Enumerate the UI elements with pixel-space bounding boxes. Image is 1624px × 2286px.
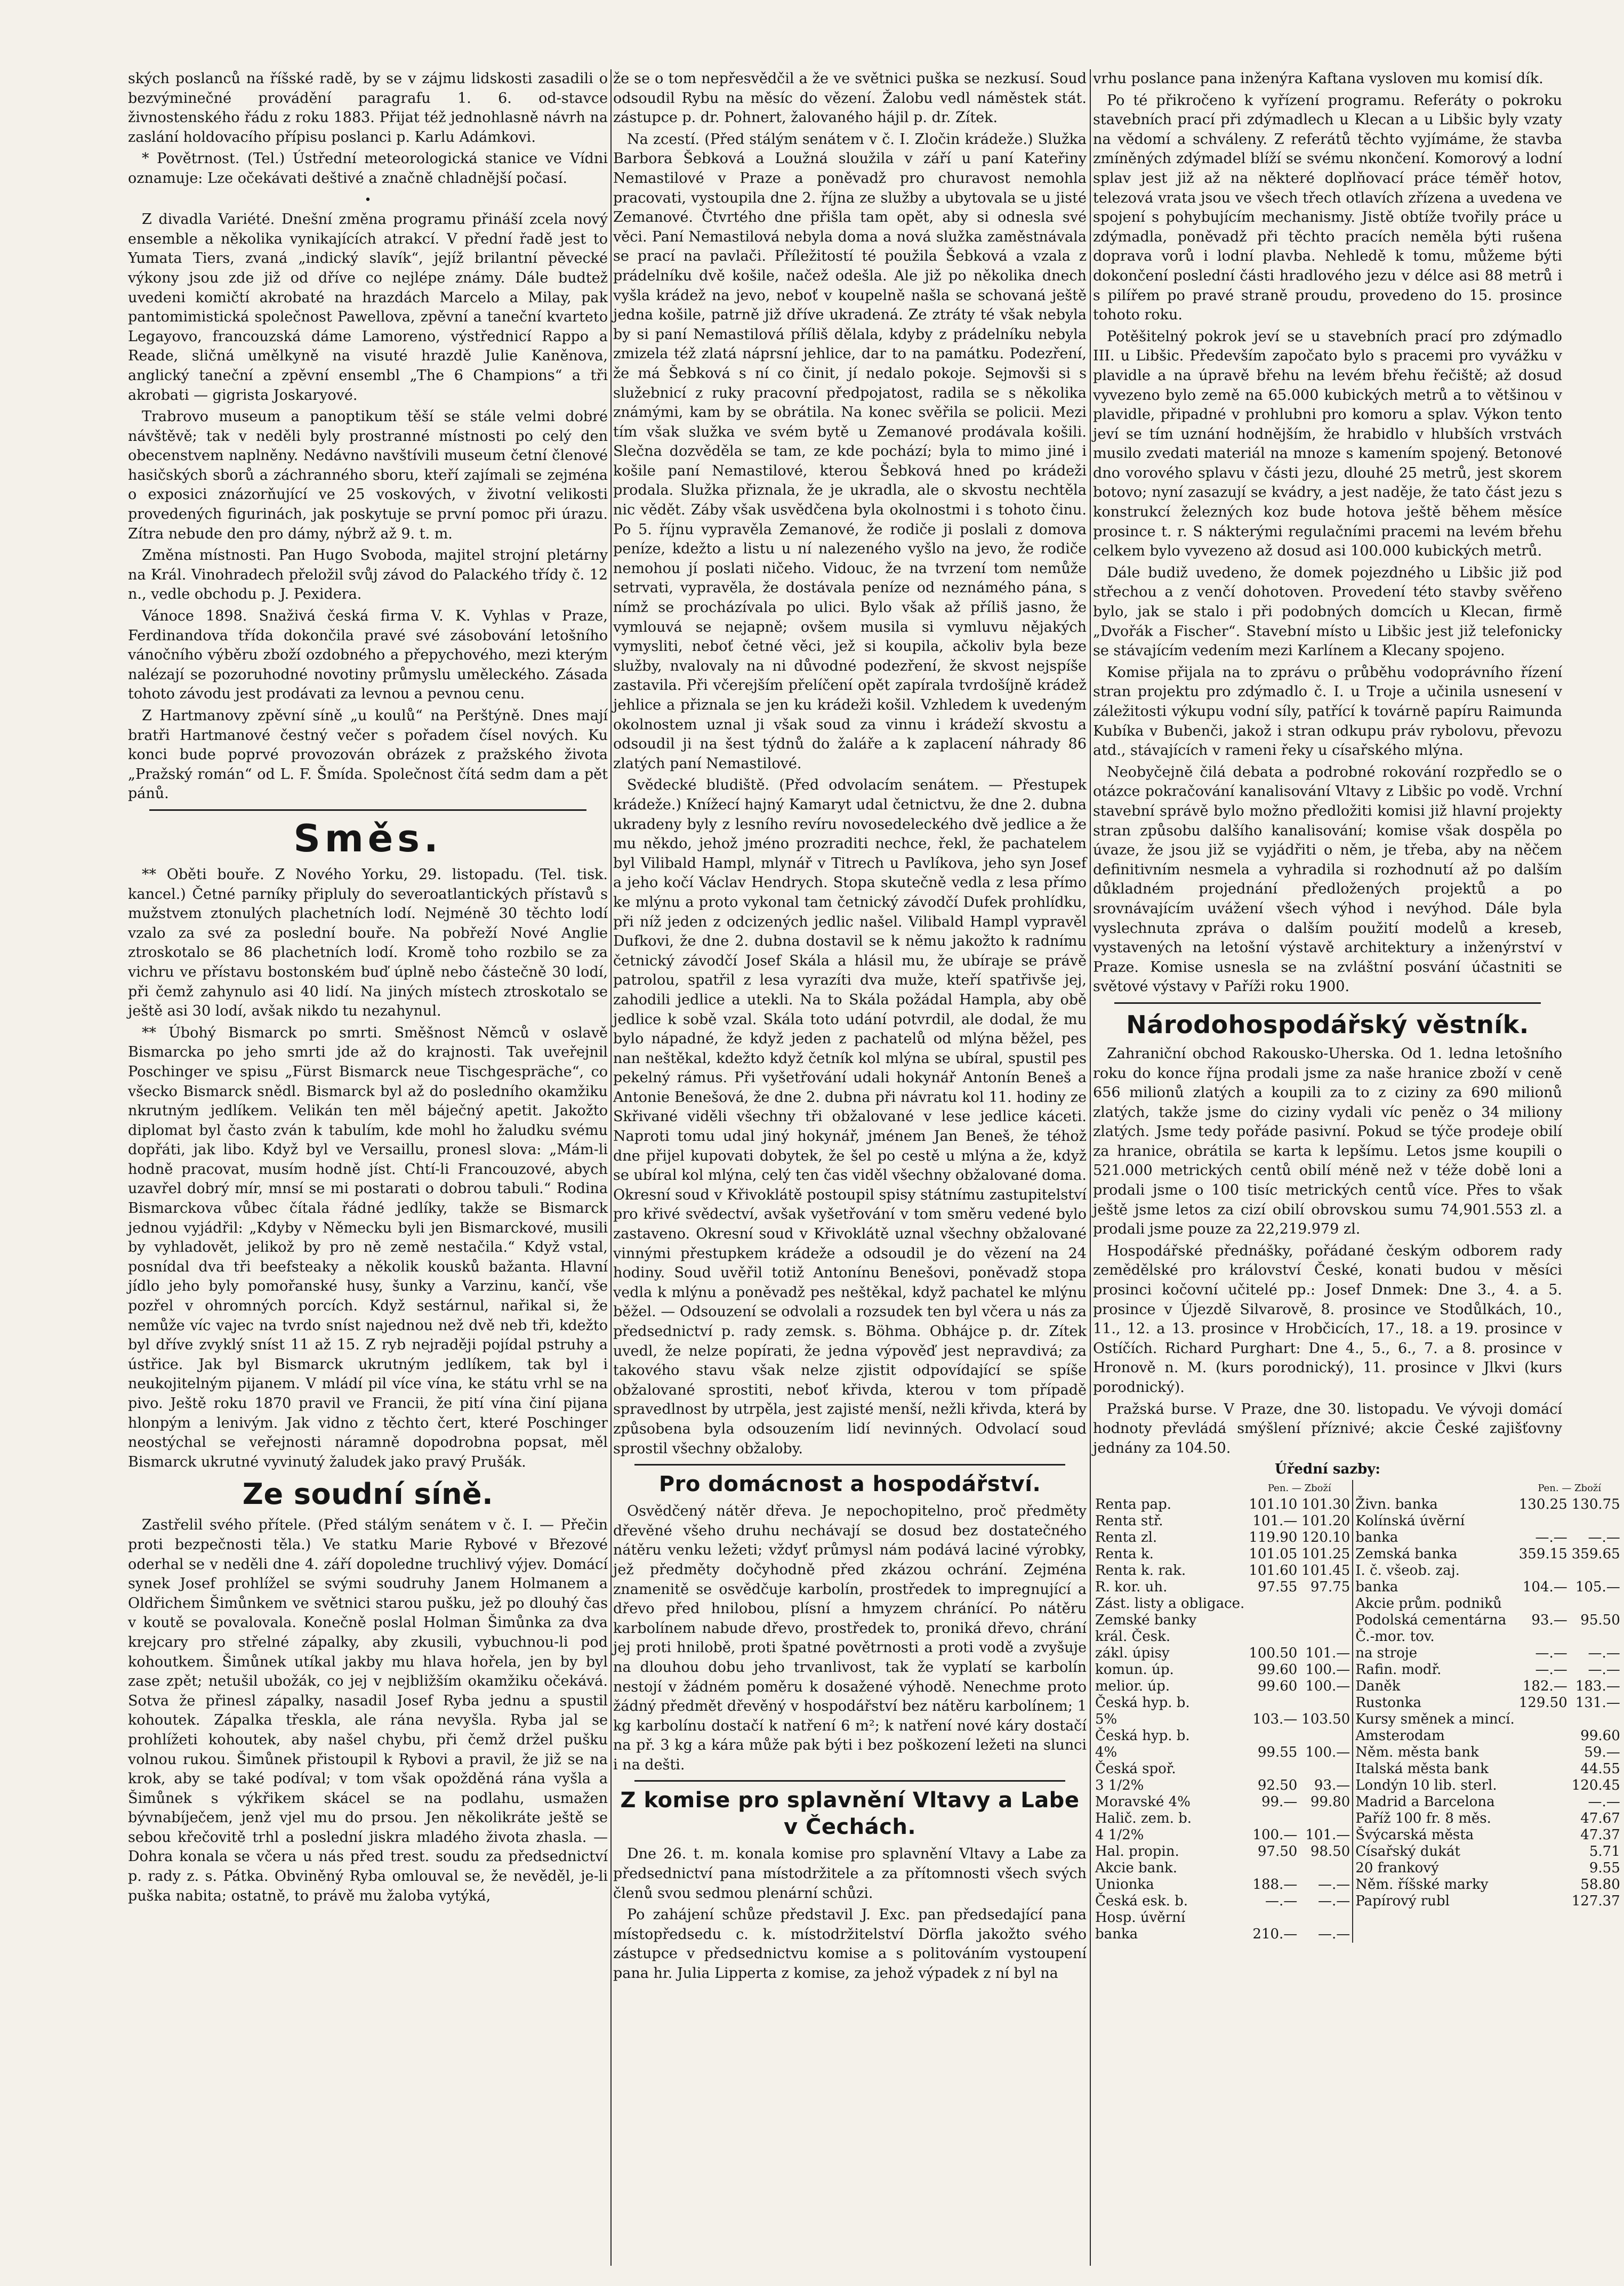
bourse-cell: 210.—	[1252, 1926, 1298, 1943]
bourse-cell: 359.65	[1571, 1546, 1620, 1563]
bourse-cell	[1299, 1629, 1353, 1645]
bourse-cell: Papírový rubl	[1353, 1893, 1516, 1910]
museum-notice: Trabrovo museum a panoptikum těší se stále velmi dobré návštěvě; tak v neděli byly prostranné místnosti po celý den obecenstvem naplněny. Nedávno navštívili museum četní členové hasičských sborů a záchranného sboru, kteří zajímali se zejména o exposici znázorňující ve 25 voskových, v životní velikosti provedených figurinách, jak poskytuje se první pomoc při úrazu. Zítra nebude den pro dámy, nýbrž až 9. t. m.	[128, 408, 608, 542]
bourse-cell: zákl. úpisy	[1095, 1645, 1170, 1662]
bourse-cell: 119.90	[1249, 1530, 1298, 1546]
commission-paragraph: Dále budiž uvedeno, že domek pojezdného u Libšic již pod střechou a z venčí dohotoven. Provedení této stavby svěřeno bylo, jak se stalo i při podobných domcích u Klecan, firmě „Dvořák a Fischer“. Stavební místo u Libšic jest již telefonicky se stávajícím vedením mezi Karlínem a Klecany spojeno.	[1093, 564, 1562, 659]
bourse-cell: 47.67	[1580, 1810, 1620, 1827]
bourse-cell	[1570, 1711, 1622, 1728]
household-article: Osvědčený nátěr dřeva. Je nepochopitelno, proč předměty dřevěné všeho druhu nechávají se dosud bez dostatečného nátěru venku ležeti; vždyť průmysl nám podává laciné výrobky, jež předměty dočyhodně před zkázou ochrání. Zejména znamenitě se osvědčuje karbolín, prostředek to impregnující a dřevo před hnilobou, plísní a hmyzem chránící. Po nátěru karbolínem nabude dřevo, prostředek to, proniká dřevo, chrání jej proti hnilobě, proti špatné povětrnosti a proti vodě a zvyšuje na dlouhou dobu jeho trvanlivost, tak že vyplatí se karbolín nestojí v žádném poměru k dosažené výhodě. Nenechme proto žádný předmět dřevěný v hospodářství bez nátěru karbolínem; 1 kg karbolínu dostačí k natření 6 m²; k natření nové káry dostačí na př. 3 kg a kára může pak býti i bez poškození ležeti na slunci i na dešti.	[613, 1503, 1087, 1773]
bourse-table	[1093, 1480, 1622, 1943]
bourse-cell: 93.—	[1531, 1612, 1567, 1629]
bourse-cell: 101.—	[1252, 1513, 1298, 1530]
commission-paragraph: Po té přikročeno k vyřízení programu. Referáty o pokroku stavebních prací při zdýmadlech u Klecan a u Libšic byly vzaty na vědomí a schváleny. Z referátů těchto vyjímáme, že stavba zmíněných zdýmadel blíží se svému nkončení. Komorový a lodní splav jest již až na některé doplňovací práce téměř hotov, telezová vrata jsou ve všech třech otlavích zřízena a uvedena ve spojení s pohybujícím mechanismy. Jistě obtíže tvořily práce u zdýmadla, poněvadž při těchto pracích neměla býti rušena doprava vorů i lodní plavba. Nehledě k tomu, můžeme býti dokončení poslední části hradlového jezu v délce asi 88 metrů i s pilířem po pravé straně proudu, provedeno do 15. prosince tohoto roku.	[1093, 92, 1562, 324]
bourse-cell: 9.55	[1589, 1860, 1620, 1877]
bourse-cell: I. č. všeob. zaj.	[1353, 1563, 1516, 1579]
bourse-cell: 97.50	[1257, 1844, 1298, 1860]
bourse-cell	[1517, 1910, 1570, 1926]
trade-article: Zahraniční obchod Rakousko-Uherska. Od 1. ledna letošního roku do konce října prodali jsme za naše hranice zboží v ceně 656 milionů zlatých a koupili za to z ciziny za 690 milionů zlatých, takže jsme do ciziny vydali víc peněz o 34 miliony zlatých. Jsme tedy pořáde pasivní. Pokud se týče prodeje obilí za hranice, obrátila se karta k lepšímu. Letos jsme koupili o 521.000 metrických centů obilí méně než v téže době loni a prodali jsme o 100 tisíc metrických centů více. Přes to však ještě jsme letos za cizí obilí obrovskou sumu 74,901.553 zl. a prodali jsme pouze za 22,219.979 zl.	[1093, 1045, 1562, 1238]
bourse-cell: 127.37	[1571, 1893, 1620, 1910]
bourse-cell: 44.55	[1580, 1761, 1620, 1777]
section-heading-smes: Směs.	[293, 816, 443, 860]
bourse-cell: 183.—	[1575, 1678, 1620, 1695]
bourse-cell: 131.—	[1575, 1695, 1620, 1711]
bourse-row	[1093, 1744, 1622, 1761]
bourse-cell: Česká hyp. b.	[1095, 1695, 1190, 1711]
bourse-cell: 103.50	[1301, 1711, 1350, 1728]
bourse-cell: Amsterodam	[1353, 1728, 1516, 1744]
bourse-cell: 120.10	[1301, 1530, 1350, 1546]
weather-notice: * Povětrnost. (Tel.) Ústřední meteorologická stanice ve Vídni oznamuje: Lze očekávati deštivé a značně chladnější počasí.	[128, 150, 608, 187]
bourse-cell: 101.45	[1301, 1563, 1350, 1579]
bourse-cell: Madrid a Barcelona	[1353, 1794, 1516, 1810]
bourse-cell: Renta pap.	[1095, 1496, 1171, 1513]
bourse-cell	[1517, 1596, 1570, 1612]
bourse-cell: 101.—	[1305, 1827, 1350, 1844]
bourse-row	[1093, 1761, 1622, 1777]
bourse-cell	[1299, 1761, 1353, 1777]
bourse-cell: 100.50	[1249, 1645, 1298, 1662]
bourse-cell: 103.—	[1252, 1711, 1298, 1728]
bourse-cell	[1570, 1926, 1622, 1943]
bourse-cell: —.—	[1265, 1893, 1298, 1910]
bourse-cell	[1517, 1563, 1570, 1579]
bourse-cell: 97.55	[1257, 1579, 1298, 1596]
bourse-cell: Renta k.	[1095, 1546, 1154, 1563]
bourse-cell: —.—	[1318, 1926, 1350, 1943]
bourse-cell: 100.—	[1305, 1678, 1350, 1695]
bourse-cell	[1517, 1777, 1570, 1794]
bourse-row	[1093, 1877, 1622, 1893]
column-2	[613, 69, 1087, 2266]
commission-paragraph: Dne 26. t. m. konala komise pro splavnění Vltavy a Labe za předsednictví pana místodržitele a za přítomnosti všech svých členů svou sedmou plenární schůzi.	[613, 1846, 1087, 1902]
bourse-cell: Č.-mor. tov.	[1353, 1629, 1516, 1645]
bourse-cell	[1517, 1744, 1570, 1761]
bourse-row	[1093, 1910, 1622, 1926]
bourse-cell	[1517, 1893, 1570, 1910]
section-divider	[634, 1780, 1065, 1782]
bourse-cell: 182.—	[1522, 1678, 1567, 1695]
bourse-cell	[1247, 1810, 1299, 1827]
bourse-cell: 95.50	[1580, 1612, 1620, 1629]
bourse-row	[1093, 1513, 1622, 1530]
bourse-cell: —.—	[1535, 1645, 1567, 1662]
bourse-row	[1093, 1794, 1622, 1810]
bourse-row	[1093, 1678, 1622, 1695]
bourse-cell: Rafin. modř.	[1353, 1662, 1516, 1678]
bourse-cell: 101.25	[1301, 1546, 1350, 1563]
bourse-cell: Unionka	[1095, 1877, 1154, 1893]
bourse-cell: Hosp. úvěrní	[1095, 1910, 1186, 1926]
bourse-row	[1093, 1728, 1622, 1744]
bourse-cell	[1353, 1910, 1516, 1926]
bourse-cell: 130.25	[1518, 1496, 1567, 1513]
bourse-cell: Akcie bank.	[1095, 1860, 1177, 1877]
lectures-article: Hospodářské přednášky, pořádané českým odborem rady zemědělské pro království České, konati budou v měsíci prosinci kočovní učitelé pp.: Josef Dnmek: Dne 3., 4. a 5. prosince v Újezdě Silvarově, 8. prosince ve Stodůlkách, 10., 11., 12. a 13. prosince v Hrobčicích, 17., 18. a 19. prosince v Ostíčích. Richard Purghart: Dne 4., 5., 6., 7. a 8. prosince v Hronově n. M. (kurs porodnický), 11. prosince v Jlkvi (kurs porodnický).	[1093, 1242, 1562, 1396]
bourse-cell: 4%	[1095, 1744, 1117, 1761]
commission-paragraph: Po zahájení schůze představil J. Exc. pan předsedající pana místopředsedu c. k. místodržitelství Dörfla jakožto svého zástupce v předsednictvu komise a s politováním vystoupení pana hr. Julia Lipperta z komise, za jehož výpadek z ní byl na	[613, 1906, 1087, 1982]
bourse-cell	[1299, 1596, 1353, 1612]
bourse-cell: Kursy směnek a mincí.	[1353, 1711, 1516, 1728]
court-article: Zastřelil svého přítele. (Před stálým senátem v č. I. — Přečin proti bezpečnosti těla.) Ve statku Marie Rybové v Březové oderhal se v neděli dne 4. září dopoledne truchlivý výjev. Domácí synek Josef prohlížel se svými soudruhy Janem Holmanem a Oldřichem Šimůnkem ve světnici starou pušku, jež po dlouhý čas v koutě se povalovala. Konečně poslal Holman Šimůnka za dva krejcary pro střelné zápalky, aby zkusili, vybuchnou-li pod kohoutkem. Šimůnek utíkal jakby mu hlava hořela, jen by byl zase zpět; netušil ubožák, co jej v nejbližším okamžiku očekává. Sotva že přinesl zápalky, nasadil Josef Ryba jednu a spustil kohoutek. Zápalka třeskla, ale rána nevyšla. Ryba jal se prohlížeti kohoutek, aby našel chybu, při čemž držel pušku volnou rukou. Šimůnek přistoupil k Rybovi a pravil, že již se na krok, aby se také podíval; v tom však opožděná rána vyšla a Šimůnek s výkřikem skácel se na podlahu, usmažen bývnabíječem, jenž vjel mu do prsou. Jen několikráte ještě se sebou křečovitě trhl a poslední jiskra mladého života zhasla. — Dohra konala se včera u nás před trest. soudu za předsednictví p. rady z. s. Pátka. Obviněný Ryba omlouval se, že nevěděl, je-li puška nabita; ostatně, to právě mu žaloba vytýká,	[128, 1517, 608, 1904]
article-paragraph: vrhu poslance pana inženýra Kaftana vysloven mu komisí dík.	[1093, 70, 1543, 87]
bourse-cell: 59.—	[1584, 1744, 1620, 1761]
bourse-cell: Hal. propin.	[1095, 1844, 1179, 1860]
bourse-cell	[1517, 1761, 1570, 1777]
section-heading-court: Ze soudní síně.	[242, 1477, 494, 1511]
christmas-notice: Vánoce 1898. Snaživá česká firma V. K. Vyhlas v Praze, Ferdinandova třída dokončila pravé své zásobování letošního vánočního výběru zboží ozdobného a přepychového, mezi kterým nalézají se pozoruhodné novotiny průmyslu uměleckého. Zásada tohoto závodu jest prodávati za levnou a pevnou cenu.	[128, 608, 608, 703]
bourse-cell: Česká esk. b.	[1095, 1893, 1188, 1910]
bourse-cell: Něm. říšské marky	[1353, 1877, 1516, 1893]
bourse-row	[1093, 1711, 1622, 1728]
bourse-cell: 100.—	[1305, 1744, 1350, 1761]
bourse-cell: 99.—	[1261, 1794, 1298, 1810]
bourse-cell: Něm. města bank	[1353, 1744, 1516, 1761]
bourse-cell: 120.45	[1571, 1777, 1620, 1794]
bourse-cell	[1353, 1926, 1516, 1943]
bourse-cell: Císařský dukát	[1353, 1844, 1516, 1860]
bourse-cell: Podolská cementárna	[1353, 1612, 1516, 1629]
bourse-cell	[1570, 1629, 1622, 1645]
section-heading-economy: Národohospodářský věstník.	[1126, 1010, 1529, 1039]
bourse-cell: 99.80	[1310, 1794, 1350, 1810]
bourse-cell	[1247, 1910, 1299, 1926]
bourse-cell: 4 1/2%	[1095, 1827, 1144, 1844]
bourse-cell: 101.60	[1249, 1563, 1298, 1579]
bourse-cell: 99.60	[1257, 1678, 1298, 1695]
column-3	[1093, 69, 1620, 2266]
bourse-cell	[1517, 1728, 1570, 1744]
bourse-cell	[1247, 1695, 1299, 1711]
bourse-cell: 101.30	[1301, 1496, 1350, 1513]
bourse-cell: R. kor. uh.	[1095, 1579, 1168, 1596]
bourse-cell	[1247, 1860, 1299, 1877]
relocation-notice: Změna místnosti. Pan Hugo Svoboda, majitel strojní pletárny na Král. Vinohradech přeložil svůj závod do Palackého třídy č. 12 n., vedle obchodu p. J. Pexidera.	[128, 547, 608, 603]
bourse-cell	[1517, 1711, 1570, 1728]
section-divider	[1114, 1002, 1541, 1004]
bourse-cell	[1517, 1926, 1570, 1943]
section-divider	[149, 809, 586, 811]
bourse-cell: Halič. zem. b.	[1095, 1810, 1192, 1827]
bourse-cell: —.—	[1588, 1794, 1620, 1810]
bourse-cell: 92.50	[1257, 1777, 1298, 1794]
variete-notice: Z divadla Variété. Dnešní změna programu přináší zcela nový ensemble a několika vynikajících atrakcí. V přední řadě jest to Yumata Tiers, zvaná „indický slavík“, jejíž brilantní pěvecké výkony jsou zde již od dříve co nejlépe známy. Dále budtež uvedeni komičtí akrobaté na hrazdách Marcelo a Milay, pak pantomimistická společnost Pawellova, zpěvní a taneční kvarteto Legayovo, francouzská dáme Lamoreno, výstřednicí Rappo a Reade, sličná umělkyně na visuté hrazdě Julie Kaněnova, anglický taneční a zpěvní ensembl „The 6 Champions“ a tři akrobati — gigrista Joskaryové.	[128, 211, 608, 404]
bourse-cell: 101.05	[1249, 1546, 1298, 1563]
bourse-cell: 97.75	[1310, 1579, 1350, 1596]
bourse-cell	[1517, 1810, 1570, 1827]
bourse-row	[1093, 1844, 1622, 1860]
bourse-cell: 359.15	[1518, 1546, 1567, 1563]
column-1	[128, 69, 608, 2266]
bourse-cell: banka	[1353, 1579, 1516, 1596]
bourse-cell: 129.50	[1518, 1695, 1567, 1711]
bourse-cell	[1570, 1596, 1622, 1612]
bourse-cell	[1517, 1860, 1570, 1877]
bourse-cell: 100.—	[1252, 1827, 1298, 1844]
bourse-cell	[1570, 1513, 1622, 1530]
bourse-cell: —.—	[1588, 1662, 1620, 1678]
bourse-cell: —.—	[1535, 1662, 1567, 1678]
bourse-cell: 100.—	[1305, 1662, 1350, 1678]
bourse-cell	[1517, 1877, 1570, 1893]
bourse-cell	[1247, 1596, 1299, 1612]
bourse-row	[1093, 1496, 1622, 1513]
hartman-notice: Z Hartmanovy zpěvní síně „u koulů“ na Perštýně. Dnes mají bratři Hartmanové čestný večer s pořadem čísel nových. Ku konci bude poprvé provozován obrázek z pražského života „Pražský román“ od L. F. Šmída. Společnost čítá sedm dam a pět pánů.	[128, 707, 608, 802]
bourse-cell	[1299, 1810, 1353, 1827]
bourse-cell: 5%	[1095, 1711, 1117, 1728]
bourse-cell	[1247, 1728, 1299, 1744]
bourse-cell	[1570, 1563, 1622, 1579]
column-rule	[610, 69, 612, 2266]
bourse-table-block	[1093, 1461, 1620, 1943]
bourse-cell: 99.60	[1580, 1728, 1620, 1744]
bourse-cell: Paříž 100 fr. 8 měs.	[1353, 1810, 1516, 1827]
bourse-cell	[1517, 1827, 1570, 1844]
bourse-row	[1093, 1530, 1622, 1546]
bourse-cell	[1247, 1612, 1299, 1629]
bourse-cell	[1299, 1695, 1353, 1711]
storm-article: ** Oběti bouře. Z Nového Yorku, 29. listopadu. (Tel. tisk. kancel.) Četné parníky připluly do severoatlantických přístavů s mužstvem ztonulých plachetních lodí. Nejméně 30 těchto lodí vzalo za své za poslední bouře. Na pobřeží Nové Anglie ztroskotalo se 86 plachetních lodí. Kromě toho rozbilo se za vichru ve přístavu bostonském buď úplně nebo částečně 30 lodí, při čemž zahynulo asi 40 lidí. Na jiných místech ztroskotalo se ještě asi 30 lodí, avšak nikdo tu nezahynul.	[128, 866, 608, 1020]
bourse-cell: 99.60	[1257, 1662, 1298, 1678]
bourse-header: Pen. — Zboží	[1267, 1483, 1331, 1494]
bourse-cell: —.—	[1318, 1893, 1350, 1910]
bourse-cell: 105.—	[1575, 1579, 1620, 1596]
divider-dot: •	[364, 193, 372, 207]
bourse-cell: Zást. listy a obligace.	[1095, 1596, 1245, 1612]
bourse-cell: Moravské 4%	[1095, 1794, 1191, 1810]
bourse-cell: Renta stř.	[1095, 1513, 1163, 1530]
bourse-row	[1093, 1645, 1622, 1662]
bourse-cell: 5.71	[1589, 1844, 1620, 1860]
bourse-cell	[1247, 1761, 1299, 1777]
bourse-row	[1093, 1860, 1622, 1877]
bismarck-article: ** Úbohý Bismarck po smrti. Směšnost Němců v oslavě Bismarcka po jeho smrti jde až do krajnosti. Tak uveřejnil Poschinger ve spisu „Fürst Bismarck neue Tischgespräche“, co všecko Bismarck snědl. Bismarck byl až do posledního okamžiku nkrutným jedlíkem. Velikán ten měl báječný apetit. Jakožto diplomat byl často zván k tabulím, kde mohl ho žaludku svému dopřáti, jak libo. Když byl ve Versaillu, pronesl slova: „Mám-li hodně pracovat, musím hodně jíst. Chtí-li Francouzové, abych uzavřel dobrý mír, mnsí se mi postarati o dobrou tabuli.“ Rodina Bismarckova vůbec čítala řádné jedlíky, takže se Bismarck jednou vyjádřil: „Kdyby v Německu byli jen Bismarckové, musili by vyhladovět, jelikož by pro ně země nestačila.“ Když vstal, posnídal dva tři beefsteaky a několik kousků bažanta. Hlavní jídlo jeho byly pomořanské husy, šunky a Varzinu, kančí, vše pozřel v ohromných porcích. Když sestárnul, nařikal si, že nemůže víc vajec na tvrdo sníst najednou než dvě neb tři, kdežto byl dříve zvyklý sníst 11 až 15. Z ryb nejraději pojídal pstruhy a ústřice. Jak byl Bismarck ukrutným jedlíkem, tak byl i neukojitelným pijanem. V mládí pil více vína, ke státu vrhl se na pivo. Ještě roku 1870 pravil ve Francii, že pití vína činí pijana hlonpým a lenivým. Jak vidno z těchto čert, které Poschinger neostýchal se veřejnosti náramně dopodrobna popsat, měl Bismarck ukrutné vyvinutý žaludek jako pravý Prušák.	[128, 1024, 608, 1470]
bourse-cell: 101.—	[1305, 1645, 1350, 1662]
bourse-cell: Česká hyp. b.	[1095, 1728, 1190, 1744]
bourse-cell: král. Česk.	[1095, 1629, 1171, 1645]
bourse-cell: Renta k. rak.	[1095, 1563, 1186, 1579]
bourse-cell	[1517, 1513, 1570, 1530]
bourse-cell	[1299, 1910, 1353, 1926]
bourse-cell	[1299, 1612, 1353, 1629]
bourse-cell: Akcie prům. podniků	[1353, 1596, 1516, 1612]
bourse-row	[1093, 1777, 1622, 1794]
bourse-cell: —.—	[1318, 1877, 1350, 1893]
bourse-row	[1093, 1926, 1622, 1943]
bourse-cell: na stroje	[1353, 1645, 1516, 1662]
bourse-row	[1093, 1662, 1622, 1678]
bourse-cell: 104.—	[1522, 1579, 1567, 1596]
bourse-cell: Renta zl.	[1095, 1530, 1157, 1546]
bourse-cell: Zemské banky	[1095, 1612, 1197, 1629]
bourse-cell: —.—	[1588, 1645, 1620, 1662]
bourse-cell: Česká spoř.	[1095, 1761, 1176, 1777]
commission-paragraph: Neobyčejně čilá debata a podrobné rokování rozpředlo se o otázce pokračování kanalisování Vltavy z Libšic po vodě. Vrchní stavební správě bylo možno předložiti komisi již hlavní projekty stran způsobu dalšího kanalisování; komise však dospěla po úvaze, že jsou již se vyjádřiti o něm, je třeba, aby na něčem definitivním nesmela a vyhradila si rozhodnutí až po dalším důkladném projednání předložených projektů a po srovnávajícím uvážení všech výhod i nevýhod. Dále byla vyslechnuta zpráva o dalším použití modelů a kreseb, vystavených na letošní výstavě architektury a inženýrství v Praze. Komise usnesla se na zvláštní posvání účastniti se světové výstavy v Paříži roku 1900.	[1093, 763, 1562, 995]
bourse-title: Úřední sazby:	[1274, 1461, 1381, 1478]
bourse-row	[1093, 1629, 1622, 1645]
theft-article: Na zcestí. (Před stálým senátem v č. I. Zločin krádeže.) Služka Barbora Šebková a Loužná sloužila v září u paní Kateřiny Nemastilové v Praze a poněvadž pro churavost nemohla pracovati, vystoupila dne 2. října ze služby a ubytovala se u jisté Zemanové. Čtvrtého dne přišla tam opět, aby si odnesla své věci. Paní Nemastilová nebyla doma a nová služka zaměstnávala se prací na pavlači. Příležitostí té použila Šebková a vzala z prádelníku dvě košile, načež odešla. Ale již po několika dnech vyšla krádež na jevo, neboť v koupelně našla se schovaná ještě jedna košile, patrně již dříve ukradená. Ze ztráty té však nebyla by si paní Nemastilová příliš dělala, kdyby z prádelníku nebyla zmizela též zlatá náprsní jehlice, dar to na památku. Podezření, že má Šebková s ní co činit, jí nedalo pokoje. Sejmovši si s služebnicí z ruky pracovní předpojatost, radila se s několika známými, kam by se obrátila. Na konec svěřila se policii. Mezi tím však služka ve svém bytě u Zemanové prodávala košili. Slečna dozvěděla se tam, ze kde pochází; byla to mimo jiné i košile paní Nemastilové, kterou Šebková hned po krádeži prodala. Služka přiznala, že je ukradla, ale o skvostu nechtěla nic vědět. Záby však usvědčena byla okolnostmi i s tohoto činu. Po 5. říjnu vypravěla Zemanové, že rodiče ji poslali z domova peníze, kdežto a listu u ní nalezeného vyšlo na jevo, že rodiče nemohou jí poslati ničeho. Vidouc, že na tvrzení tom nemůže setrvati, vypravěla, že dostávala peníze od neznámého pána, s nímž se procházívala po ulici. Bylo však až příliš jasno, že vymlouvá se nejapně; ovšem musila si vymluvu nějakých vymysliti, neboť četné věci, jež si koupila, ačkoliv byla beze služby, nvalovaly na ni důvodné podezření, že skvost nejspíše zastavila. Při včerejším přelíčení opět zapírala tvrdošíjně krádež jehlice a přiznala se jen ku krádeži košil. Vzhledem k uvedeným okolnostem uznal ji však soud za vinnu i krádeží skvostu a odsoudil ji na šest týdnů do žaláře a k zaplacení náhrady 86 zlatých paní Nemastilové.	[613, 131, 1087, 772]
bourse-cell	[1517, 1629, 1570, 1645]
bourse-cell	[1570, 1910, 1622, 1926]
bourse-cell: komun. úp.	[1095, 1662, 1174, 1678]
bourse-cell: melior. úp.	[1095, 1678, 1170, 1695]
section-heading-commission: Z komise pro splavnění Vltavy a Labe v Čechách.	[620, 1788, 1080, 1840]
bourse-cell	[1299, 1728, 1353, 1744]
bourse-cell: Italská města bank	[1353, 1761, 1516, 1777]
bourse-cell: Kolínská úvěrní	[1353, 1513, 1516, 1530]
bourse-cell: —.—	[1588, 1530, 1620, 1546]
bourse-cell	[1517, 1844, 1570, 1860]
bourse-cell: Švýcarská města	[1353, 1827, 1516, 1844]
witness-article: Svědecké bludiště. (Před odvolacím senátem. — Přestupek krádeže.) Knížecí hajný Kamaryt udal četnictvu, že dne 2. dubna ukradeny byly z lesního revíru novosedeleckého dvě jedlice a že mu někdo, jehož jméno prozraditi nechce, řekl, že pachatelem byl Vilibald Hampl, mlynář v Titrech u Pavlíkova, jeho syn Josef a jeho kočí Václav Hendrych. Stopa skutečně vedla z lesa přímo ke mlýnu a proto vykonal tam četnický závodčí Dufek prohlídku, při níž jeden z odcizených jedlic našel. Vilibald Hampl vypravěl Dufkovi, že dne 2. dubna dostavil se k němu jakožto k radnímu četnický závodčí Josef Skála a hlásil mu, že ubíraje se právě patrolou, spatřil z lesa vyrazíti dva muže, kteří spatřivše jej, zahodili jedlice a utekli. Na to Skála požádal Hampla, aby obě jedlice k sobě vzal. Skála toto udání potvrdil, ale dodal, že mu bylo nápadné, že když jeden z pachatelů od mlýna běžel, pes nan neštěkal, kdežto když četník kol mlýna se ubíral, spustil pes pekelný rámus. Při vyšetřování udali hokynář Antonín Beneš a Antonie Benešová, že dne 2. dubna při návratu kol 11. hodiny ze Skřivané viděli všechny tři obžalované v lese jedlice káceti. Naproti tomu udal jiný hokynář, jménem Jan Beneš, že téhož dne přijel kupovati dobytek, že šel po cestě u mlýna a že, když se ubíral kol mlýna, celý ten čas viděl všechny obžalované doma. Okresní soud v Křivoklátě postoupil spisy státnímu zastupitelství pro křivé svědectví, avšak vyšetřování v tom směru vedené bylo zastaveno. Okresní soud v Křivoklátě uznal všechny obžalované vinnými přestupkem krádeže a odsoudil je do vězení na 24 hodiny. Soud uvěřil totiž Antonínu Benešovi, poněvadž stopa vedla k mlýnu a poněvadž pes neštěkal, když pachatel ke mlýnu běžel. — Odsouzení se odvolali a rozsudek ten byl včera u nás za předsednictví p. rady zemsk. s. Böhma. Obhájce p. dr. Zítek uvedl, že nelze popírati, že jedna výpověď jest nepravdivá; za takového stavu však nelze zjistit odpovídající se spíše obžalované sprostiti, neboť křivda, kterou v tom případě spravedlnost by utrpěla, jest zajisté menší, nežli křivda, která by způsobena byla odsouzením lidí nevinných. Odvolací soud sprostil všechny obžaloby.	[613, 777, 1087, 1457]
bourse-row	[1093, 1563, 1622, 1579]
bourse-row	[1093, 1827, 1622, 1844]
bourse-cell: 101.10	[1249, 1496, 1298, 1513]
bourse-row	[1093, 1596, 1622, 1612]
article-paragraph: ských poslanců na říšské radě, by se v zájmu lidskosti zasadili o bezvýminečné provádění paragrafu 1. 6. od-stavce živnostenského řádu z roku 1883. Přijat též jednohlasně návrh na zaslání holdovacího přípisu poslanci p. Karlu Adámkovi.	[128, 70, 608, 146]
bourse-row	[1093, 1546, 1622, 1563]
bourse-cell: 20 frankový	[1353, 1860, 1516, 1877]
bourse-cell: Živn. banka	[1353, 1496, 1516, 1513]
bourse-row	[1093, 1579, 1622, 1596]
bourse-cell: 98.50	[1310, 1844, 1350, 1860]
bourse-cell	[1247, 1629, 1299, 1645]
article-paragraph: že se o tom nepřesvědčil a že ve světnici puška se nezkusí. Soud odsoudil Rybu na měsíc do vězení. Žalobu vedl náměstek stát. zástupce p. dr. Pohnert, žalovaného hájil p. dr. Zítek.	[613, 70, 1087, 126]
bourse-cell: 130.75	[1571, 1496, 1620, 1513]
bourse-cell: —.—	[1535, 1530, 1567, 1546]
bourse-cell: Londýn 10 lib. sterl.	[1353, 1777, 1516, 1794]
bourse-cell: Zemská banka	[1353, 1546, 1516, 1563]
bourse-cell	[1517, 1794, 1570, 1810]
bourse-cell: banka	[1095, 1926, 1138, 1943]
bourse-row	[1093, 1810, 1622, 1827]
section-heading-household: Pro domácnost a hospodářství.	[658, 1472, 1041, 1497]
bourse-row	[1093, 1612, 1622, 1629]
bourse-row	[1093, 1893, 1622, 1910]
bourse-header: Pen. — Zboží	[1538, 1483, 1602, 1494]
column-rule	[1090, 69, 1091, 2266]
commission-paragraph: Komise přijala na to zprávu o průběhu vodoprávního řízení stran projektu pro zdýmadlo č. I. u Troje a učinila usnesení v záležitosti výkupu vodní síly, patřící k továrně papíru Raimunda Kubíka v Bubenči, jakož i stran odkupu práv rybolovu, převozu atd., stávajících v rameni řeky u císařského mlýna.	[1093, 664, 1562, 759]
bourse-cell: Rustonka	[1353, 1695, 1516, 1711]
section-divider	[634, 1464, 1065, 1466]
bourse-article: Pražská burse. V Praze, dne 30. listopadu. Ve vývoji domácí hodnoty převládá smýšlení příznivé; akcie České zajišťovny jednány za 104.50.	[1093, 1400, 1562, 1456]
bourse-cell: 101.20	[1301, 1513, 1350, 1530]
bourse-cell: 99.55	[1257, 1744, 1298, 1761]
bourse-cell	[1299, 1860, 1353, 1877]
bourse-cell: 93.—	[1314, 1777, 1350, 1794]
bourse-cell: banka	[1353, 1530, 1516, 1546]
bourse-cell: 47.37	[1580, 1827, 1620, 1844]
bourse-row	[1093, 1695, 1622, 1711]
commission-paragraph: Potěšitelný pokrok jeví se u stavebních prací pro zdýmadlo III. u Libšic. Především započato bylo s pracemi pro vyvážku v plavidle a na úpravě břehu na levém břehu řečiště; až dosud vyvezeno bylo země na 65.000 kubických metrů a to většinou v plavidle, připadné v prohlubni pro komoru a splav. Výkon tento jeví se tím uznání hodnějším, že hrabidlo v hlubších vrstvách musilo zvedati materiál na mnoze s kamením spojený. Betonové dno vorového splavu v části jezu, dlouhé 25 metrů, jest skorem botovo; nyní zasazují se kvádry, a jest naděje, že tato část jezu s konstrukcí železných koz bude hotova ještě během měsíce prosince t. r. S nákterými regulačními pracemi na levém břehu celkem bylo vyvezeno až dosud asi 100.000 kubických metrů.	[1093, 328, 1562, 560]
bourse-cell: 3 1/2%	[1095, 1777, 1144, 1794]
bourse-cell: 188.—	[1252, 1877, 1298, 1893]
bourse-cell: Daněk	[1353, 1678, 1516, 1695]
bourse-cell: 58.80	[1580, 1877, 1620, 1893]
